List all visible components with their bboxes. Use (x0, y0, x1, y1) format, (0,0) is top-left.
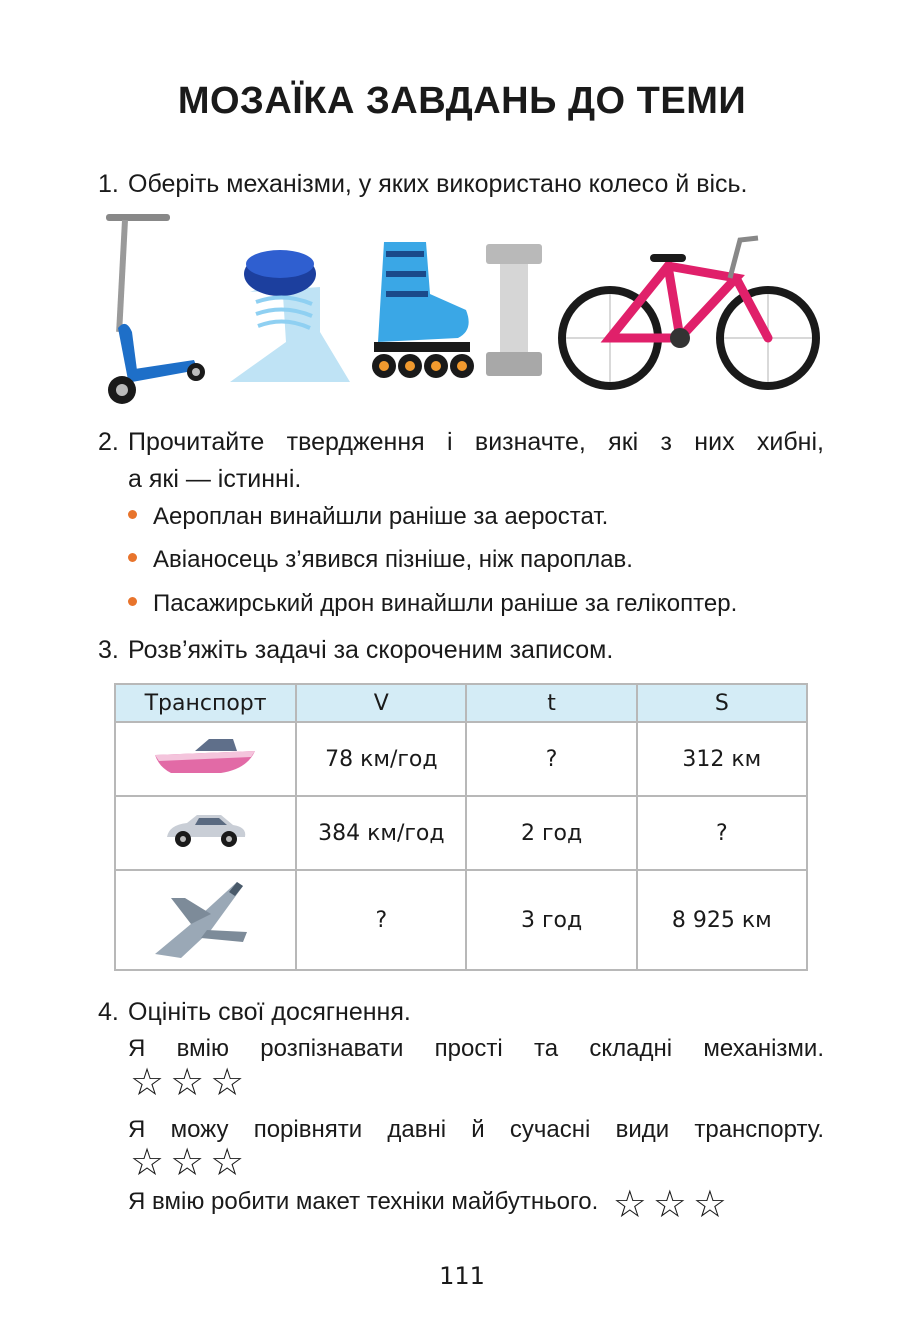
table-cell: 312 км (637, 722, 807, 796)
self-assessment-statement: Я можу порівняти давні й сучасні види транспорту. (128, 1116, 824, 1143)
bullet-icon (128, 553, 137, 562)
rating-stars (130, 1144, 250, 1182)
bullet-icon (128, 510, 137, 519)
page-title: МОЗАЇКА ЗАВДАНЬ ДО ТЕМИ (177, 80, 747, 122)
table-cell: ? (466, 722, 636, 796)
task-2-line-2: а які — істинні. (128, 465, 302, 493)
star-icon[interactable]: ☆ (170, 1062, 205, 1104)
boat-icon (151, 733, 261, 779)
list-item: Аероплан винайшли раніше за аеростат. (128, 503, 608, 531)
bottle-cap-picture[interactable] (220, 232, 355, 392)
list-item: Пасажирський дрон винайшли раніше за гелікоптер. (128, 590, 737, 618)
self-assessment-statement: Я вмію розпізнавати прості та складні механізми. (128, 1035, 824, 1062)
table-cell: 78 км/год (296, 722, 466, 796)
roller-skate-picture[interactable] (366, 234, 478, 394)
problems-table (114, 683, 808, 971)
self-assessment-statement: Я вмію робити макет техніки майбутнього. (128, 1188, 599, 1216)
vehicle-cell (115, 796, 296, 870)
table-cell: 8 925 км (637, 870, 807, 970)
star-icon[interactable]: ☆ (210, 1142, 245, 1184)
column-header: S (637, 684, 807, 722)
star-icon[interactable]: ☆ (130, 1142, 165, 1184)
star-icon[interactable]: ☆ (130, 1062, 165, 1104)
jet-icon (151, 874, 261, 960)
bullet-icon (128, 597, 137, 606)
star-icon[interactable]: ☆ (170, 1142, 205, 1184)
column-header: V (296, 684, 466, 722)
table-cell: ? (296, 870, 466, 970)
task-text: Розв’яжіть задачі за скороченим записом. (128, 636, 614, 664)
task-number: 3. (98, 636, 119, 664)
scooter-picture[interactable] (98, 210, 208, 410)
table-row (115, 722, 807, 796)
star-icon[interactable]: ☆ (692, 1184, 727, 1226)
star-icon[interactable]: ☆ (612, 1184, 647, 1226)
task-number: 1. (98, 170, 119, 198)
table-row (115, 796, 807, 870)
task-3 (98, 632, 613, 668)
table-cell: 384 км/год (296, 796, 466, 870)
table-row (115, 870, 807, 970)
star-icon[interactable]: ☆ (652, 1184, 687, 1226)
column-header: Транспорт (115, 684, 296, 722)
table-header-row (115, 684, 807, 722)
task-text: Оцініть свої досягнення. (128, 998, 411, 1026)
task-number: 2. (98, 428, 119, 456)
rating-stars (130, 1064, 250, 1102)
page-number: 111 (439, 1262, 485, 1290)
mechanisms-pictures (98, 210, 828, 410)
task-4 (98, 994, 411, 1030)
task-1 (98, 166, 748, 202)
task-2-line-1 (98, 424, 824, 460)
self-assessment-row (128, 1186, 733, 1224)
list-item: Авіаносець з’явився пізніше, ніж пароплав. (128, 546, 633, 574)
rating-stars (613, 1186, 733, 1224)
star-icon[interactable]: ☆ (210, 1062, 245, 1104)
column-header: t (466, 684, 636, 722)
bolt-nut-picture[interactable] (484, 240, 544, 390)
table-cell: ? (637, 796, 807, 870)
table-cell: 2 год (466, 796, 636, 870)
task-text: Оберіть механізми, у яких використано колесо й вісь. (128, 170, 748, 198)
vehicle-cell (115, 722, 296, 796)
car-icon (163, 807, 249, 853)
bicycle-picture[interactable] (558, 228, 822, 398)
table-cell: 3 год (466, 870, 636, 970)
task-text: Прочитайте твердження і визначте, які з них хибні, (128, 428, 824, 456)
task-number: 4. (98, 998, 119, 1026)
vehicle-cell (115, 870, 296, 970)
